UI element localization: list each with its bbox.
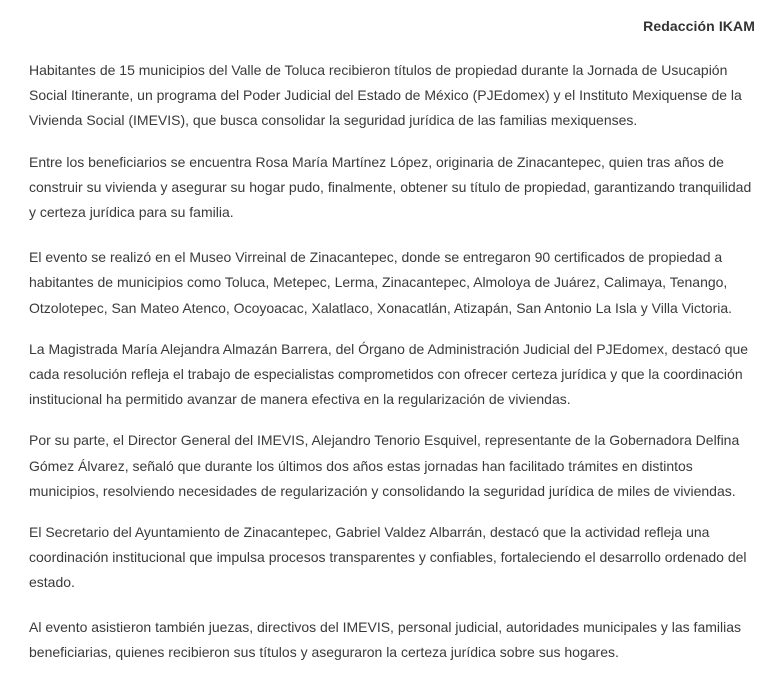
article-paragraph: El Secretario del Ayuntamiento de Zinacantepec, Gabriel Valdez Albarrán, destacó que la actividad refleja una coordinación institucional que impulsa procesos transparentes y confiables, fortaleciendo el desarrollo ordenado del estado. bbox=[29, 524, 747, 591]
article-paragraph: El evento se realizó en el Museo Virreinal de Zinacantepec, donde se entregaron 90 certificados de propiedad a habitantes de municipios como Toluca, Metepec, Lerma, Zinacantepec, Almoloya de Juárez, Calimaya, Tenango, Otzolotepec, San Mateo Atenco, Ocoyoacac, Xalatlaco, Xonacatlán, Atizapán, San Antonio La Isla y Villa Victoria. bbox=[29, 249, 733, 316]
article-paragraph: La Magistrada María Alejandra Almazán Barrera, del Órgano de Administración Judicial del PJEdomex, destacó que cada resolución refleja el trabajo de especialistas comprometidos con ofrecer certeza jurídica y que la coordinación institucional ha permitido avanzar de manera efectiva en la regularización de viviendas. bbox=[29, 340, 749, 408]
author-byline: Redacción IKAM bbox=[643, 18, 755, 34]
article-paragraph: Al evento asistieron también juezas, directivos del IMEVIS, personal judicial, autoridades municipales y las familias beneficiarias, quienes recibieron sus títulos y aseguraron la certeza jurídica sobre sus hogares. bbox=[29, 618, 742, 660]
article-paragraph: Entre los beneficiarios se encuentra Rosa María Martínez López, originaria de Zinacantepec, quien tras años de construir su vivienda y asegurar su hogar pudo, finalmente, obtener su título de propiedad, garantizando tranquilidad y certeza jurídica para su familia. bbox=[29, 153, 752, 221]
article-paragraph: Por su parte, el Director General del IMEVIS, Alejandro Tenorio Esquivel, representante de la Gobernadora Delfina Gómez Álvarez, señaló que durante los últimos dos años estas jornadas han facilitado trámites en distintos municipios, resolviendo necesidades de regularización y consolidando la seguridad jurídica de miles de viviendas. bbox=[29, 432, 740, 499]
article-body bbox=[29, 58, 757, 665]
article-paragraph: Habitantes de 15 municipios del Valle de Toluca recibieron títulos de propiedad durante la Jornada de Usucapión Social Itinerante, un programa del Poder Judicial del Estado de México (PJEdomex) y el Instituto Mexiquense de la Vivienda Social (IMEVIS), que busca consolidar la seguridad jurídica de las familias mexiquenses. bbox=[29, 62, 742, 129]
